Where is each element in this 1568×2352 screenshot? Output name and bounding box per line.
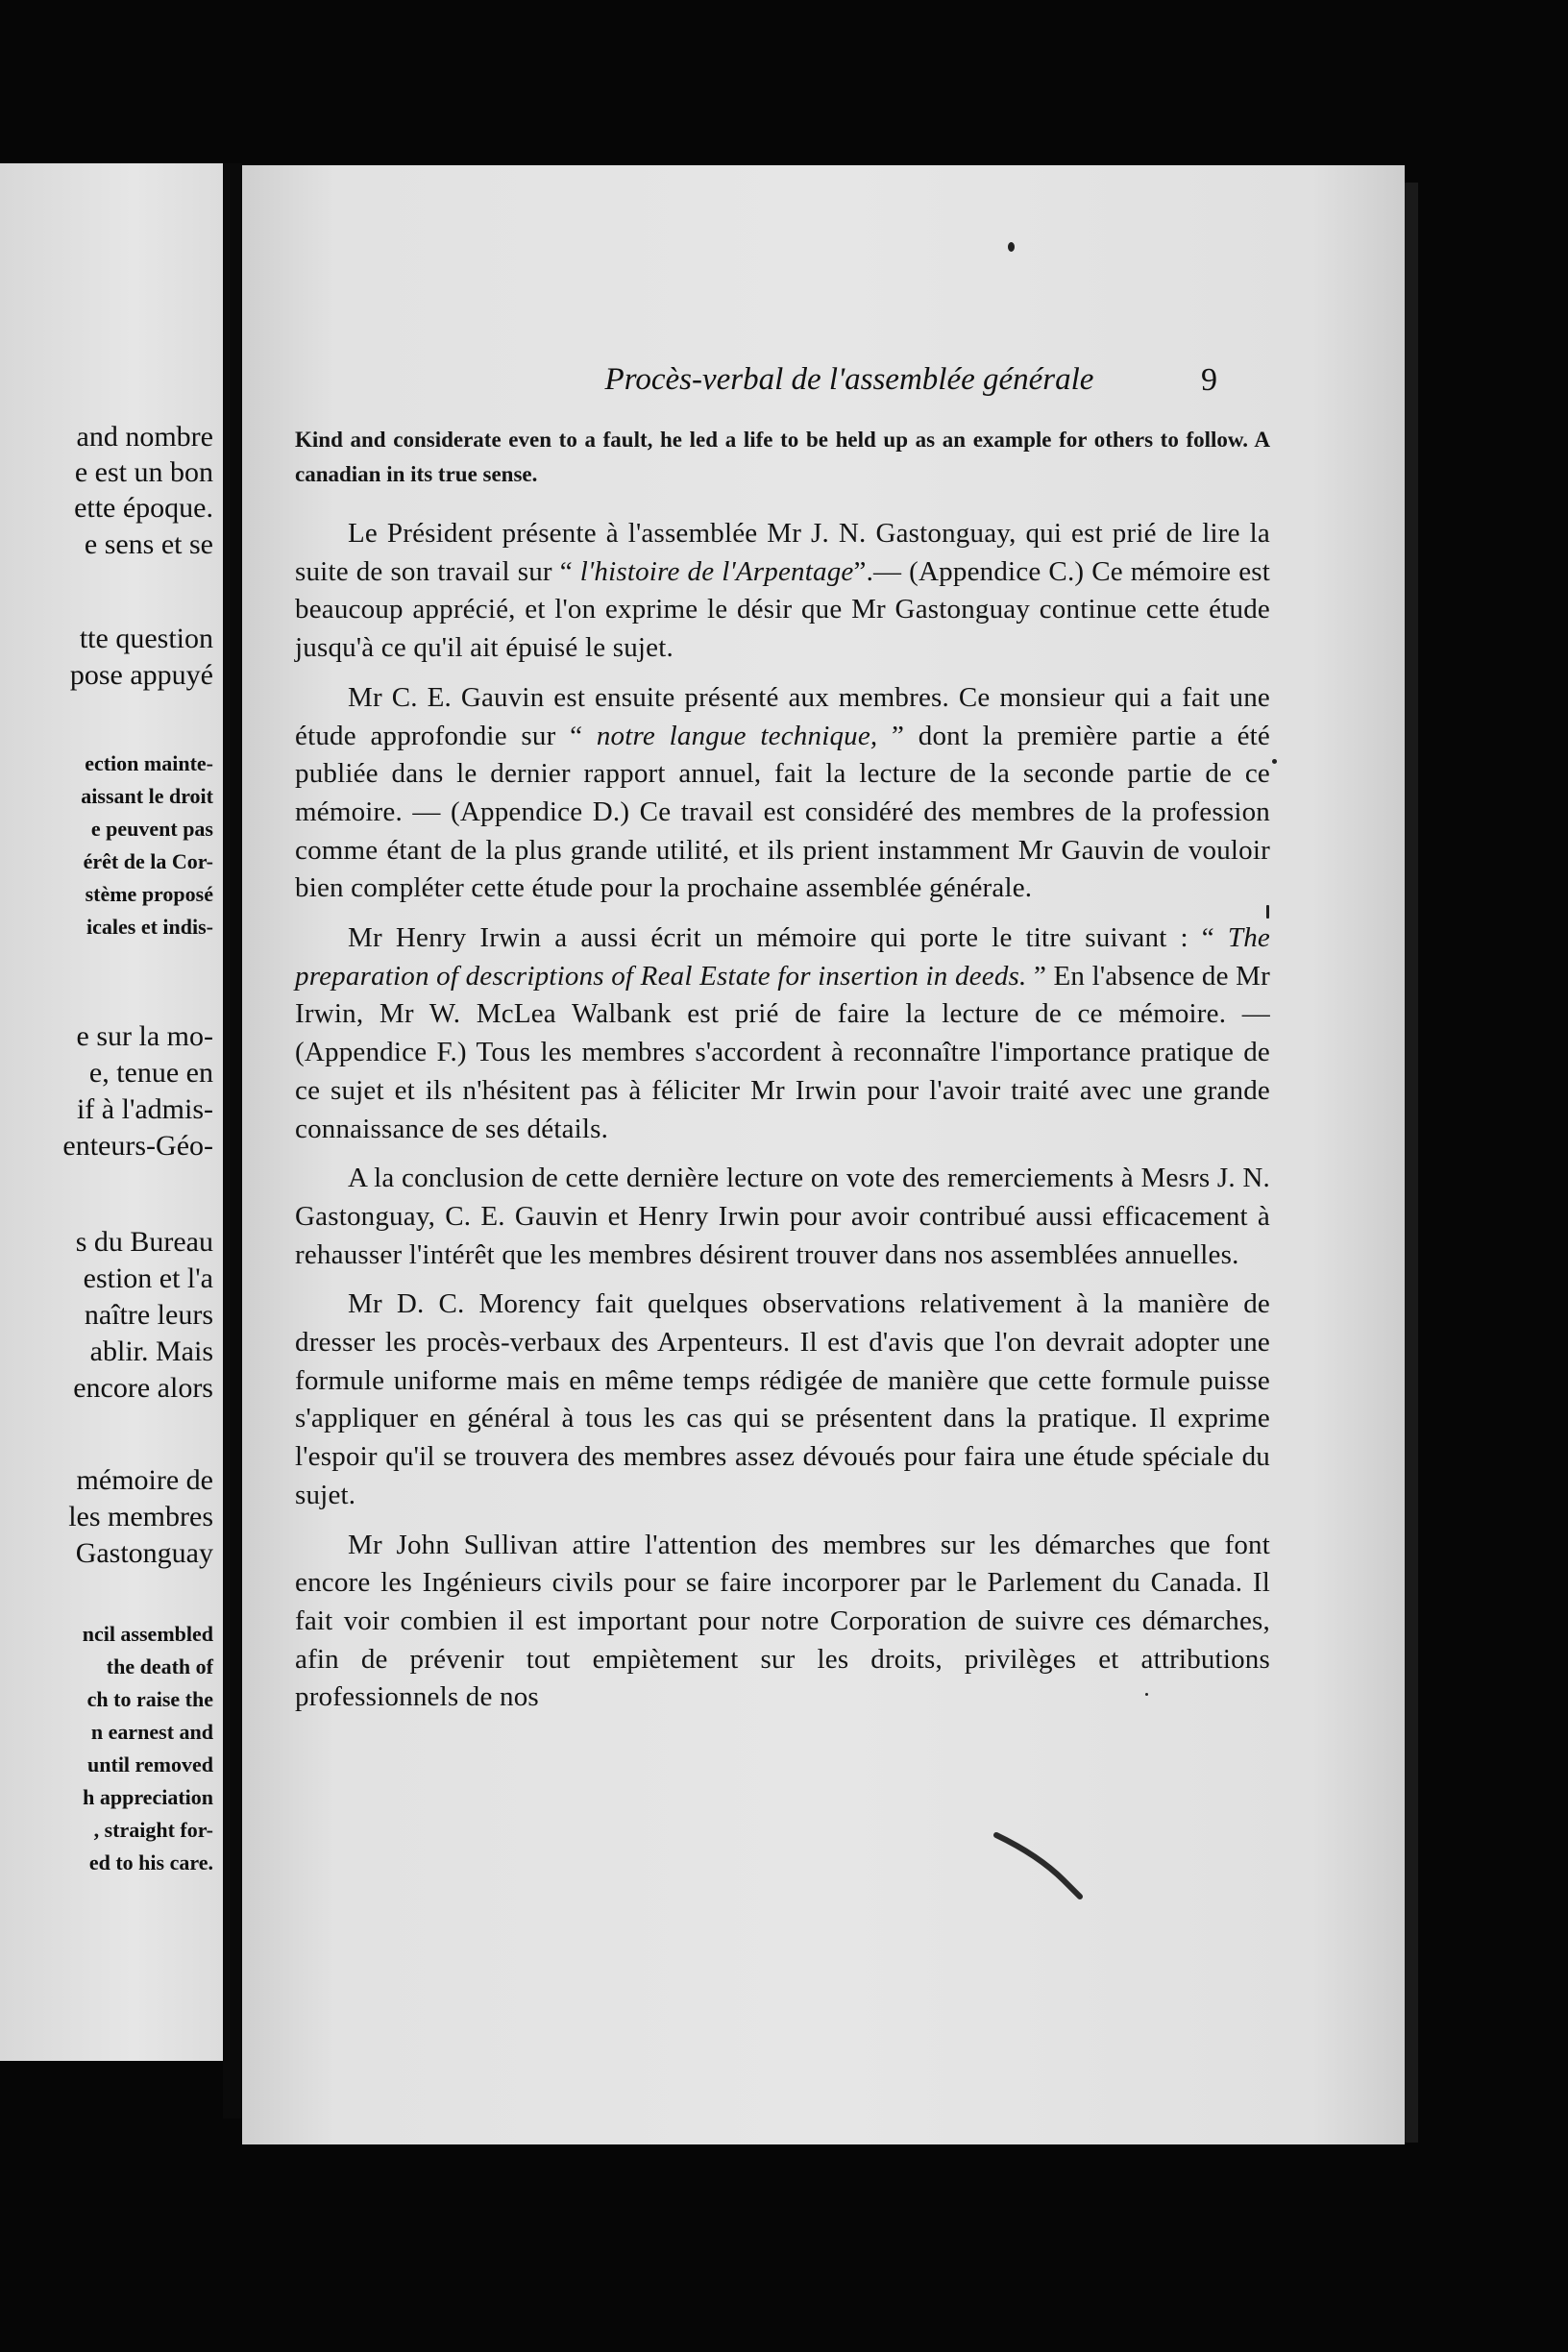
left-fragment-line: until removed xyxy=(87,1752,213,1776)
paragraph-text: Le Président présente à l'assemblée Mr J. N. Gastonguay, qui est prié de lire la suite de son travail sur “ xyxy=(295,518,1270,587)
left-page-fragment xyxy=(0,163,223,2061)
left-fragment-line: les membres xyxy=(68,1501,213,1532)
paragraph-italic-text: The preparation of descriptions of Real Estate for insertion in deeds. xyxy=(295,922,1270,992)
left-fragment-line: encore alors xyxy=(73,1372,213,1404)
left-fragment-line: ablir. Mais xyxy=(89,1335,213,1367)
left-fragment-line: e, tenue en xyxy=(88,1057,213,1089)
left-fragment-line: and nombre xyxy=(76,421,213,453)
tribute-paragraph: Kind and considerate even to a fault, he led a life to be held up as an example for others to follow. A canadian in its true sense. xyxy=(295,428,1270,486)
pen-stroke-mark xyxy=(992,1827,1088,1904)
paragraph-text: Mr John Sullivan attire l'attention des membres sur les démarches que font encore les Ingénieurs civils pour se faire incorporer par le Parlement du Canada. Il fait voir combien il est important pour notre Corporation de suivre ces démarches, afin de prévenir tout empiètement sur les droits, privilèges et attributions professionnels de nos xyxy=(295,1529,1270,1713)
left-fragment-line: naître leurs xyxy=(84,1299,213,1331)
page-number: 9 xyxy=(1201,362,1217,398)
left-fragment-line: ette époque. xyxy=(74,492,213,524)
left-fragment-line: ch to raise the xyxy=(86,1687,213,1711)
left-fragment-line: icales et indis- xyxy=(86,915,213,939)
body-text xyxy=(295,423,1270,1728)
paragraph-text: Mr C. E. Gauvin est ensuite présenté aux membres. Ce monsieur qui a fait une étude approfondie sur “ xyxy=(295,681,1270,751)
paragraph-italic-text: notre langue technique, xyxy=(596,720,878,751)
paragraph-text: ” dont la première partie a été publiée dans le dernier rapport annuel, fait la lecture de la seconde partie de ce mémoire. — (Appendice D.) Ce travail est considéré des membres de la profession comme étant de la plus grande utilité, et ils prient instamment Mr Gauvin de vouloir bien compléter cette étude pour la prochaine assemblée générale. xyxy=(295,720,1270,904)
paragraph-text: A la conclusion de cette dernière lecture on vote des remerciements à Mesrs J. N. Gastonguay, C. E. Gauvin et Henry Irwin pour avoir contribué aussi efficacement à rehausser l'intérêt que les membres désirent trouver dans nos assemblées annuelles. xyxy=(295,1163,1270,1270)
left-fragment-line: e sens et se xyxy=(84,528,213,560)
left-fragment-line: aissant le droit xyxy=(81,784,213,808)
paragraph xyxy=(295,1527,1270,1718)
left-fragment-line: pose appuyé xyxy=(69,659,213,691)
binding-gutter xyxy=(223,163,242,2119)
paragraph xyxy=(295,515,1270,668)
left-fragment-line: mémoire de xyxy=(76,1464,213,1496)
left-fragment-line: the death of xyxy=(106,1654,213,1678)
running-head: Procès-verbal de l'assemblée générale xyxy=(604,362,1094,397)
paragraph xyxy=(295,679,1270,908)
page-edge-shadow xyxy=(1405,183,1418,2143)
paragraph xyxy=(295,1286,1270,1514)
left-fragment-line: tte question xyxy=(79,623,213,654)
paragraph xyxy=(295,1160,1270,1274)
left-fragment-line: ed to his care. xyxy=(88,1850,213,1874)
left-fragment-line: ncil assembled xyxy=(82,1622,213,1646)
paragraph-text: ”.— (Appendice C.) Ce mémoire est beaucoup apprécié, et l'on exprime le désir que Mr Gastonguay continue cette étude jusqu'à ce qu'il ait épuisé le sujet. xyxy=(295,555,1271,664)
ink-speck xyxy=(1272,759,1277,764)
book-page xyxy=(242,165,1405,2144)
left-fragment-line: enteurs-Géo- xyxy=(62,1130,213,1162)
paragraph-text: Mr D. C. Morency fait quelques observations relativement à la manière de dresser les procès-verbaux des Arpenteurs. Il est d'avis que l'on devrait adopter une formule uniforme mais en même temps rédigée de manière que cette formule puisse s'appliquer en général à tous les cas qui se présentent dans la pratique. Il exprime l'espoir qu'il se trouvera des membres assez dévoués pour faira une étude spéciale du sujet. xyxy=(295,1288,1270,1510)
paragraph-text: Mr Henry Irwin a aussi écrit un mémoire qui porte le titre suivant : “ xyxy=(348,922,1228,954)
left-fragment-line: e sur la mo- xyxy=(76,1020,213,1052)
left-fragment-line: if à l'admis- xyxy=(76,1093,213,1125)
left-fragment-line: ection mainte- xyxy=(85,751,213,775)
left-fragment-line: h appreciation xyxy=(83,1785,213,1809)
left-fragment-line: , straight for- xyxy=(93,1818,213,1842)
ink-speck xyxy=(1008,242,1015,252)
paragraph-italic-text: l'histoire de l'Arpentage xyxy=(579,555,854,587)
paragraph xyxy=(295,919,1270,1148)
left-fragment-line: n earnest and xyxy=(90,1720,213,1744)
left-fragment-line: e peuvent pas xyxy=(90,817,213,841)
left-fragment-line: Gastonguay xyxy=(75,1537,213,1569)
left-fragment-line: stème proposé xyxy=(85,882,213,906)
left-fragment-line: s du Bureau xyxy=(75,1226,213,1258)
left-fragment-line: érêt de la Cor- xyxy=(83,849,213,873)
paragraph-text: ” En l'absence de Mr Irwin, Mr W. McLea Walbank est prié de faire la lecture de ce mémoire. — (Appendice F.) Tous les membres s'accordent à reconnaître l'importance pratique de ce sujet et ils n'hésitent pas à féliciter Mr Irwin pour l'avoir traité avec une grande connaissance de ses détails. xyxy=(295,960,1270,1144)
left-fragment-line: estion et l'a xyxy=(83,1262,213,1294)
left-fragment-line: e est un bon xyxy=(74,456,213,488)
